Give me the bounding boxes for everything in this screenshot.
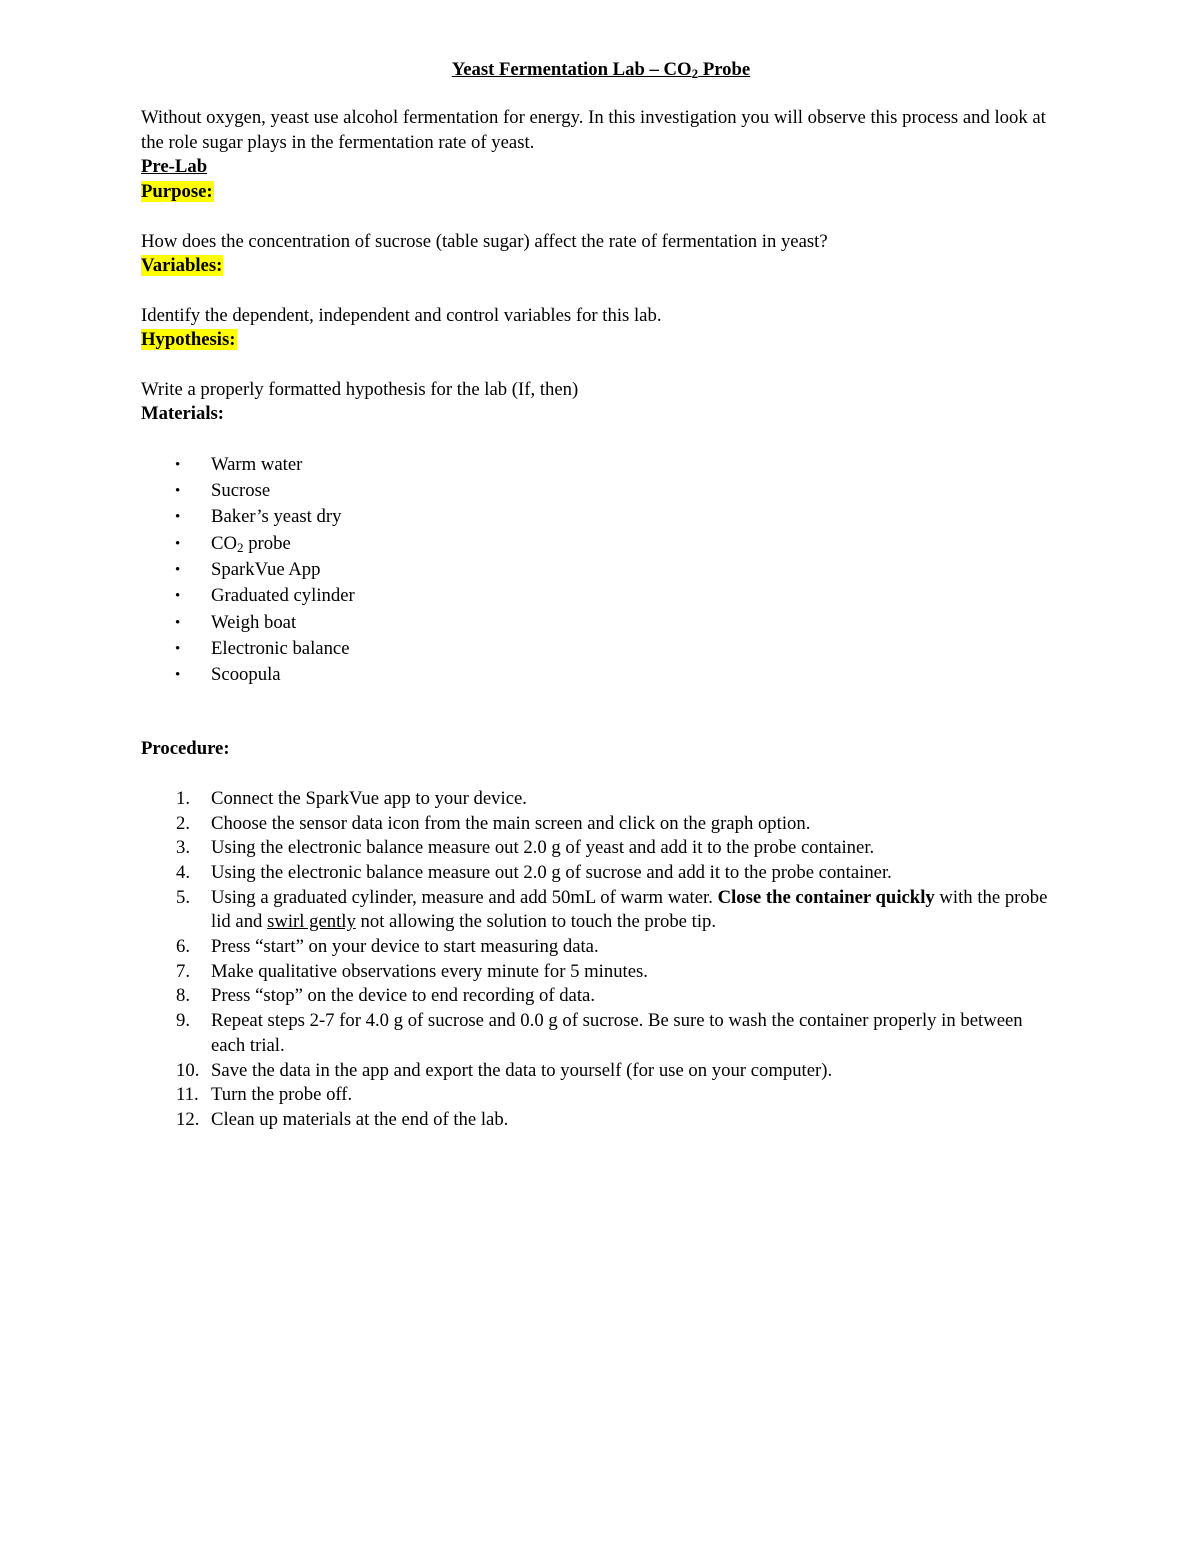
step5-part3: not allowing the solution to touch the probe tip.: [355, 911, 717, 933]
material-label: Warm water: [211, 453, 303, 475]
hypothesis-heading: Hypothesis:: [141, 329, 236, 351]
step-text: Clean up materials at the end of the lab.: [211, 1108, 509, 1130]
title-subscript: 2: [691, 66, 699, 81]
step-text: [211, 887, 1047, 933]
step5-underlined: swirl gently: [267, 911, 356, 933]
intro-paragraph: Without oxygen, yeast use alcohol fermentation for energy. In this investigation you will observe this process and look at the role sugar plays in the fermentation rate of yeast.: [141, 107, 1046, 153]
hypothesis-heading-line: [141, 328, 1061, 353]
document-page: [141, 56, 1061, 1133]
step5-part2: with the probe lid and: [211, 886, 1048, 933]
step-number: 5.: [176, 886, 191, 908]
variables-heading-line: [141, 254, 1061, 279]
step-text: Connect the SparkVue app to your device.: [211, 787, 527, 809]
bullet-icon: •: [175, 614, 181, 631]
step-number: 2.: [176, 812, 191, 834]
materials-list: [141, 452, 1061, 689]
list-item: [141, 478, 1061, 504]
list-item: [141, 452, 1061, 478]
step5-bold: Close the container quickly: [717, 886, 935, 908]
step-number: 6.: [176, 936, 191, 958]
step-text: Press “start” on your device to start measuring data.: [211, 936, 599, 958]
step-number: 1.: [176, 787, 191, 809]
bullet-icon: •: [175, 588, 181, 605]
procedure-list: [141, 787, 1061, 1133]
list-item: [141, 935, 1061, 960]
list-item: [141, 1059, 1061, 1084]
purpose-heading: Purpose:: [141, 181, 213, 203]
bullet-icon: •: [175, 483, 181, 500]
prelab-heading: Pre-Lab: [141, 156, 208, 178]
bullet-icon: •: [175, 509, 181, 526]
step-number: 10.: [176, 1059, 200, 1081]
list-item: [141, 504, 1061, 530]
step-number: 9.: [176, 1010, 191, 1032]
list-item: [141, 1009, 1061, 1058]
list-item: [141, 583, 1061, 609]
title-text: Yeast Fermentation Lab – CO: [451, 59, 692, 80]
step-text: Make qualitative observations every minute for 5 minutes.: [211, 960, 648, 982]
list-item: [141, 960, 1061, 985]
step-text: Using the electronic balance measure out 2.0 g of sucrose and add it to the probe container.: [211, 861, 892, 883]
list-item: [141, 787, 1061, 812]
variables-heading: Variables:: [141, 255, 223, 277]
step-text: Repeat steps 2-7 for 4.0 g of sucrose and 0.0 g of sucrose. Be sure to wash the container properly in between each trial.: [211, 1010, 1023, 1056]
step-text: Turn the probe off.: [211, 1084, 353, 1106]
bullet-icon: •: [175, 535, 181, 552]
step-number: 3.: [176, 837, 191, 859]
title-end: Probe: [698, 59, 751, 80]
material-subscript: 2: [236, 539, 244, 555]
list-item: [141, 861, 1061, 886]
list-item: [141, 1083, 1061, 1108]
step-text: Save the data in the app and export the data to yourself (for use on your computer).: [211, 1059, 833, 1081]
list-item: [141, 836, 1061, 861]
step-text: Choose the sensor data icon from the main screen and click on the graph option.: [211, 812, 811, 834]
step-number: 11.: [176, 1084, 199, 1106]
bullet-icon: •: [175, 667, 181, 684]
material-label: Scoopula: [211, 664, 281, 686]
step5-part1: Using a graduated cylinder, measure and add 50mL of warm water.: [211, 886, 718, 908]
list-item: [141, 984, 1061, 1009]
step-number: 7.: [176, 960, 191, 982]
materials-heading: Materials:: [141, 403, 225, 425]
step-number: 8.: [176, 985, 191, 1007]
procedure-heading: Procedure:: [141, 738, 230, 760]
bullet-icon: •: [175, 640, 181, 657]
step-text: Using the electronic balance measure out 2.0 g of yeast and add it to the probe container.: [211, 837, 875, 859]
hypothesis-text: Write a properly formatted hypothesis for the lab (If, then): [141, 378, 579, 400]
list-item: [141, 531, 1061, 557]
list-item: [141, 636, 1061, 662]
list-item: [141, 812, 1061, 837]
purpose-heading-line: [141, 180, 1061, 205]
document-title: [141, 56, 1061, 83]
variables-text: Identify the dependent, independent and control variables for this lab.: [141, 304, 662, 326]
material-label: CO: [211, 532, 237, 554]
bullet-icon: •: [175, 561, 181, 578]
material-label: Graduated cylinder: [211, 585, 355, 607]
step-text: Press “stop” on the device to end recording of data.: [211, 985, 596, 1007]
list-item: [141, 557, 1061, 583]
step-number: 4.: [176, 861, 191, 883]
material-label: SparkVue App: [211, 558, 321, 580]
list-item: [141, 886, 1061, 935]
list-item: [141, 610, 1061, 636]
material-label: Baker’s yeast dry: [211, 506, 342, 528]
material-label: Weigh boat: [211, 611, 297, 633]
material-label-end: probe: [243, 532, 291, 554]
list-item: [141, 1108, 1061, 1133]
list-item: [141, 662, 1061, 688]
purpose-text: How does the concentration of sucrose (table sugar) affect the rate of fermentation in yeast?: [141, 230, 828, 252]
material-label: Sucrose: [211, 480, 271, 502]
step-number: 12.: [176, 1108, 200, 1130]
bullet-icon: •: [175, 456, 181, 473]
material-label: Electronic balance: [211, 637, 350, 659]
